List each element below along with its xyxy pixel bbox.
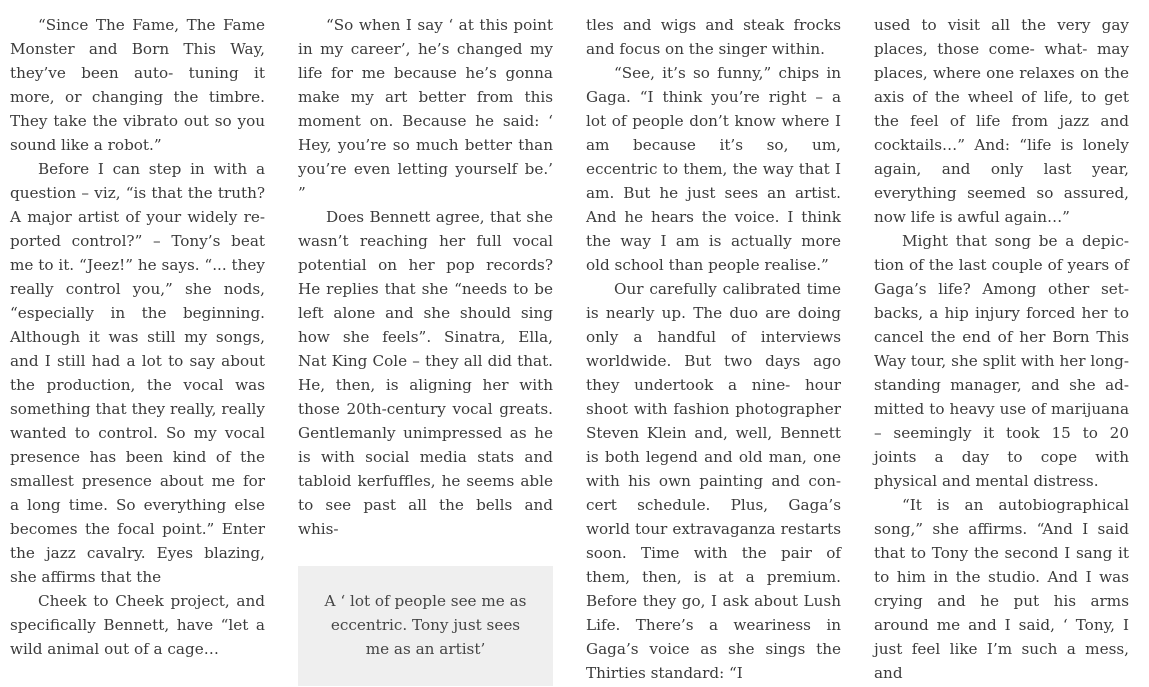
paragraph: “Since The Fame, The Fame Monster and Born This Way, they’ve been auto- tuning it more, or changing the timbre. They take the vibrato out so you sound like a robot.” [10, 16, 265, 154]
article-column-2 [298, 13, 553, 686]
paragraph: Does Bennett agree, that she wasn’t reaching her full vocal potential on her pop records? He replies that she “needs to be left alone and she should sing how she feels”. Sinatra, Ella, Nat King Cole – they all did that. He, then, is aligning her with those 20th-century vocal greats. Gentlemanly unimpressed as he is with social media stats and tabloid kerfuffles, he seems able to see past all the bells and whis- [298, 208, 553, 538]
paragraph: used to visit all the very gay places, those come- what- may places, where one relaxes on the axis of the wheel of life, to get the feel of life from jazz and cocktails…” And: “life is lonely again, and only last year, everything seemed so assured, now life is awful again…” [874, 16, 1129, 226]
paragraph: Cheek to Cheek project, and specifically Bennett, have “let a wild animal out of a cage… [10, 592, 265, 658]
article-column-3 [586, 13, 841, 685]
paragraph: Before I can step in with a question – viz, “is that the truth? A major artist of your widely reported control?” – Tony’s beat me to it. “Jeez!” he says. “... they really control you,” she nods, “especially in the beginning. Although it was still my songs, and I still had a lot to say about the production, the vocal was something that they really, really wanted to control. So my vocal presence has been kind of the smallest presence about me for a long time. So everything else becomes the focal point.” Enter the jazz cavalry. Eyes blazing, she affirms that the [10, 160, 265, 586]
paragraph: tles and wigs and steak frocks and focus on the singer within. [586, 16, 841, 58]
paragraph: “See, it’s so funny,” chips in Gaga. “I think you’re right – a lot of people don’t know where I am because it’s so, um, eccentric to them, the way that I am. But he just sees an artist. And he hears the voice. I think the way I am is actually more old school than people realise.” [586, 64, 841, 274]
paragraph: Our carefully calibrated time is nearly up. The duo are doing only a handful of interviews worldwide. But two days ago they undertook a nine- hour shoot with fashion photographer Steven Klein and, well, Bennett is both legend and old man, one with his own painting and concert schedule. Plus, Gaga’s world tour extravaganza restarts soon. Time with the pair of them, then, is at a premium. Before they go, I ask about Lush Life. There’s a weariness in Gaga’s voice as she sings the Thirties standard: “I [586, 280, 841, 682]
paragraph: Might that song be a depiction of the last couple of years of Gaga’s life? Among other setbacks, a hip injury forced her to cancel the end of her Born This Way tour, she split with her long-standing manager, and she admitted to heavy use of marijuana – seemingly it took 15 to 20 joints a day to cope with physical and mental distress. [874, 232, 1129, 490]
paragraph: “It is an autobiographical song,” she affirms. “And I said that to Tony the second I sang it to him in the studio. And I was crying and he put his arms around me and I said, ‘ Tony, I just feel like I’m such a mess, and [874, 496, 1129, 682]
article-column-1 [10, 13, 265, 661]
paragraph: “So when I say ‘ at this point in my career’, he’s changed my life for me because he’s gonna make my art better from this moment on. Because he said: ‘ Hey, you’re so much better than you’re even letting yourself be.’ ” [298, 16, 553, 202]
pull-quote: A ‘ lot of people see me as eccentric. Tony just sees me as an artist’ [298, 566, 553, 686]
article-column-4 [874, 13, 1129, 685]
